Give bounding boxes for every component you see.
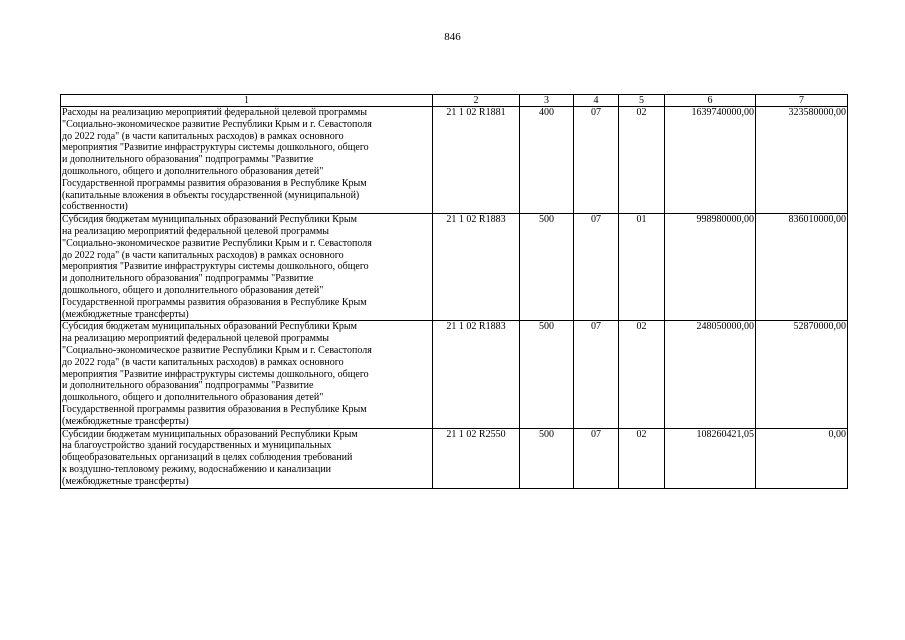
row-target-code: 21 1 02 R2550 [433,428,520,488]
row-amount-2: 836010000,00 [756,214,848,321]
row-description: Субсидия бюджетам муниципальных образований Республики Крым на реализацию мероприятий федеральной целевой программы "Социально-экономическое развитие Республики Крым и г. Севастополя до 2022 года" (в части капитальных расходов) в рамках основного мероприятия "Развитие инфраструктуры системы дошкольного, общего и дополнительного образования" подпрограммы "Развитие дошкольного, общего и дополнительного образования детей" Государственной программы развития образования в Республике Крым (межбюджетные трансферты) [61,321,433,428]
row-section: 07 [574,321,619,428]
table-row [61,107,848,214]
header-col-3: 3 [520,95,574,107]
row-expense-type: 500 [520,214,574,321]
row-target-code: 21 1 02 R1883 [433,214,520,321]
row-description: Субсидии бюджетам муниципальных образований Республики Крым на благоустройство зданий государственных и муниципальных общеобразовательных организаций в целях соблюдения требований к воздушно-тепловому режиму, водоснабжению и канализации (межбюджетные трансферты) [61,428,433,488]
budget-table [60,94,848,489]
row-description: Субсидия бюджетам муниципальных образований Республики Крым на реализацию мероприятий федеральной целевой программы "Социально-экономическое развитие Республики Крым и г. Севастополя до 2022 года" (в части капитальных расходов) в рамках основного мероприятия "Развитие инфраструктуры системы дошкольного, общего и дополнительного образования" подпрограммы "Развитие дошкольного, общего и дополнительного образования детей" Государственной программы развития образования в Республике Крым (межбюджетные трансферты) [61,214,433,321]
header-col-7: 7 [756,95,848,107]
row-amount-1: 1639740000,00 [665,107,756,214]
row-amount-1: 108260421,05 [665,428,756,488]
row-target-code: 21 1 02 R1881 [433,107,520,214]
table-header-row [61,95,848,107]
row-section: 07 [574,428,619,488]
table-row [61,214,848,321]
row-amount-2: 52870000,00 [756,321,848,428]
header-col-5: 5 [619,95,665,107]
row-subsection: 02 [619,428,665,488]
row-amount-2: 0,00 [756,428,848,488]
row-expense-type: 500 [520,321,574,428]
row-subsection: 02 [619,107,665,214]
row-section: 07 [574,214,619,321]
table-row [61,428,848,488]
table-row [61,321,848,428]
header-col-6: 6 [665,95,756,107]
row-subsection: 01 [619,214,665,321]
row-expense-type: 500 [520,428,574,488]
row-section: 07 [574,107,619,214]
header-col-1: 1 [61,95,433,107]
page-number: 846 [444,31,461,43]
row-amount-1: 248050000,00 [665,321,756,428]
header-col-4: 4 [574,95,619,107]
row-subsection: 02 [619,321,665,428]
row-expense-type: 400 [520,107,574,214]
row-target-code: 21 1 02 R1883 [433,321,520,428]
row-description: Расходы на реализацию мероприятий федеральной целевой программы "Социально-экономическое развитие Республики Крым и г. Севастополя до 2022 года" (в части капитальных расходов) в рамках основного мероприятия "Развитие инфраструктуры системы дошкольного, общего и дополнительного образования" подпрограммы "Развитие дошкольного, общего и дополнительного образования детей" Государственной программы развития образования в Республике Крым (капитальные вложения в объекты государственной (муниципальной) собственности) [61,107,433,214]
header-col-2: 2 [433,95,520,107]
row-amount-1: 998980000,00 [665,214,756,321]
row-amount-2: 323580000,00 [756,107,848,214]
